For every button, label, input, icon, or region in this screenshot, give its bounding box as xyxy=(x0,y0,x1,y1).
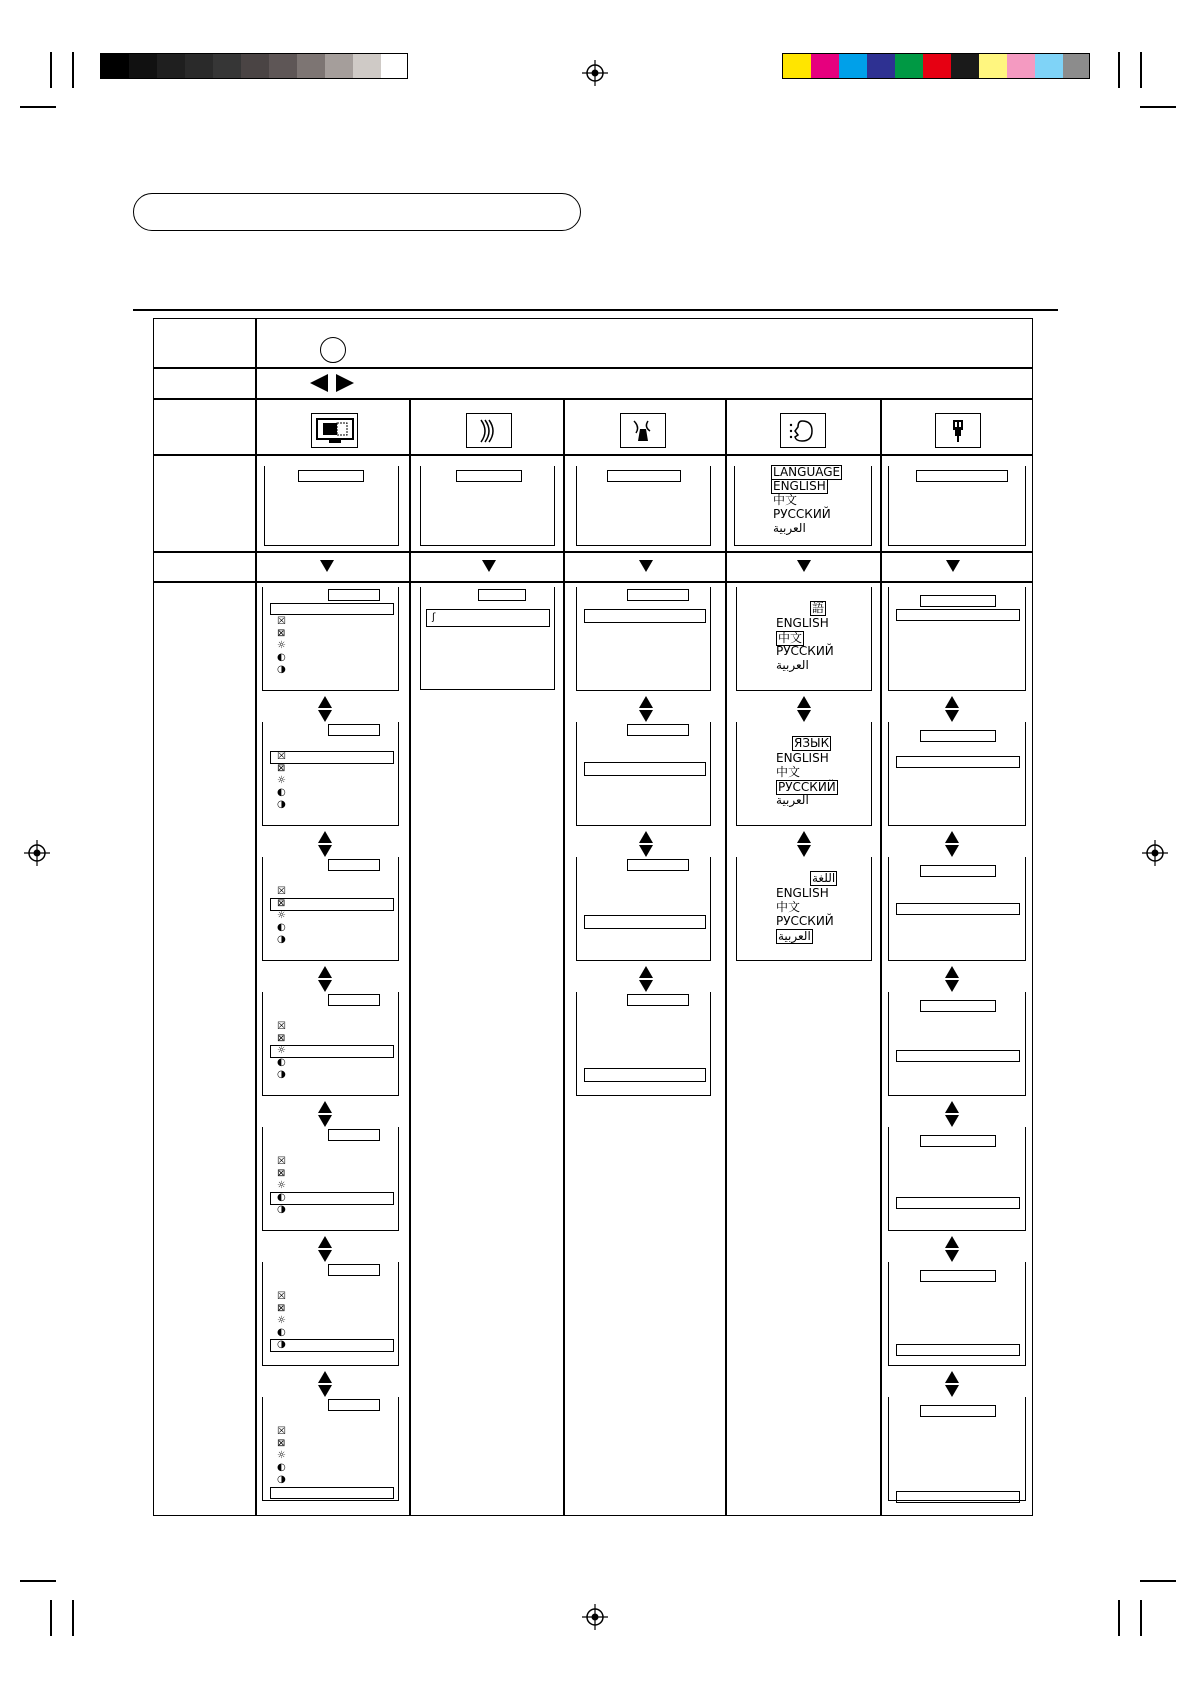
registration-target-right xyxy=(1142,840,1168,866)
up-arrow-icon xyxy=(318,966,332,978)
language-submenu-header: اللغة xyxy=(812,871,836,885)
power-submenu-title xyxy=(920,1135,996,1147)
language-option-russian[interactable]: РУССКИЙ xyxy=(773,507,831,521)
down-arrow-icon xyxy=(318,1250,332,1262)
power-submenu-title xyxy=(920,1405,996,1417)
calibration-swatch xyxy=(213,54,242,79)
language-option[interactable]: 中文 xyxy=(776,900,801,914)
down-arrow-icon xyxy=(797,710,811,722)
color-calibration-bar xyxy=(782,53,1090,79)
picture-item-icon: ⊠ xyxy=(277,1168,286,1179)
down-arrow-icon xyxy=(797,845,811,857)
up-arrow-icon xyxy=(639,831,653,843)
up-arrow-icon xyxy=(945,696,959,708)
down-arrow-icon xyxy=(945,1115,959,1127)
calibration-swatch xyxy=(895,54,924,79)
calibration-swatch xyxy=(185,54,214,79)
picture-submenu-item-selected[interactable] xyxy=(270,1192,394,1205)
picture-icon xyxy=(311,413,358,448)
language-option[interactable]: 中文 xyxy=(778,631,803,645)
picture-item-icon: ◐ xyxy=(277,652,286,663)
geometry-submenu-screen xyxy=(420,587,555,690)
geometry-menu-title xyxy=(456,470,522,482)
picture-item-icon: ☼ xyxy=(277,910,286,921)
advanced-icon xyxy=(620,413,666,448)
down-arrow-icon xyxy=(318,980,332,992)
calibration-swatch xyxy=(923,54,952,79)
picture-submenu-item-selected[interactable] xyxy=(270,751,394,764)
down-arrow-icon xyxy=(945,710,959,722)
calibration-swatch xyxy=(951,54,980,79)
picture-item-icon: ☒ xyxy=(277,1291,286,1302)
advanced-submenu-title xyxy=(627,859,689,871)
left-arrow-icon xyxy=(310,374,328,392)
down-arrow-icon xyxy=(945,1250,959,1262)
language-option[interactable]: РУССКИЙ xyxy=(778,780,836,794)
calibration-swatch xyxy=(1063,54,1090,79)
calibration-swatch xyxy=(297,54,326,79)
registration-target-top xyxy=(582,60,608,86)
advanced-menu-title xyxy=(607,470,681,482)
calibration-swatch xyxy=(353,54,382,79)
picture-item-icon: ◑ xyxy=(277,1069,286,1080)
right-arrow-icon xyxy=(336,374,354,392)
picture-item-icon: ☒ xyxy=(277,1021,286,1032)
picture-submenu-title xyxy=(328,589,380,601)
picture-item-icon: ◐ xyxy=(277,1327,286,1338)
picture-submenu-screen xyxy=(262,992,399,1096)
down-arrow-icon xyxy=(318,1385,332,1397)
power-submenu-item-selected[interactable] xyxy=(896,756,1020,768)
calibration-swatch xyxy=(783,54,812,79)
picture-item-icon: ☼ xyxy=(277,640,286,651)
calibration-swatch xyxy=(979,54,1008,79)
up-arrow-icon xyxy=(639,966,653,978)
down-arrow-icon xyxy=(318,710,332,722)
advanced-submenu-item-selected[interactable] xyxy=(584,915,706,929)
picture-submenu-item-selected[interactable] xyxy=(270,1045,394,1058)
picture-item-icon: ◑ xyxy=(277,1339,286,1350)
power-submenu-item-selected[interactable] xyxy=(896,1491,1020,1503)
advanced-submenu-title xyxy=(627,724,689,736)
picture-item-icon: ◑ xyxy=(277,799,286,810)
picture-submenu-item-selected[interactable] xyxy=(270,1487,394,1499)
power-submenu-item-selected[interactable] xyxy=(896,903,1020,915)
calibration-swatch xyxy=(269,54,298,79)
up-arrow-icon xyxy=(639,696,653,708)
picture-item-icon: ☒ xyxy=(277,616,286,627)
picture-item-icon: ◑ xyxy=(277,1204,286,1215)
calibration-swatch xyxy=(129,54,158,79)
language-option[interactable]: ENGLISH xyxy=(776,751,829,765)
picture-submenu-title xyxy=(328,1399,380,1411)
up-arrow-icon xyxy=(945,1371,959,1383)
picture-item-icon: ◐ xyxy=(277,1462,286,1473)
advanced-submenu-item-selected[interactable] xyxy=(584,609,706,623)
language-option-english[interactable]: ENGLISH xyxy=(773,479,826,493)
down-arrow-icon xyxy=(945,1385,959,1397)
language-submenu-screen xyxy=(736,857,872,961)
language-option[interactable]: РУССКИЙ xyxy=(776,914,834,928)
picture-submenu-item-selected[interactable] xyxy=(270,603,394,615)
header-rule xyxy=(133,309,1058,311)
picture-item-icon: ☼ xyxy=(277,1045,286,1056)
advanced-submenu-item-selected[interactable] xyxy=(584,762,706,776)
power-submenu-title xyxy=(920,1270,996,1282)
picture-item-icon: ◐ xyxy=(277,1057,286,1068)
advanced-submenu-screen xyxy=(576,857,711,961)
picture-item-icon: ⊠ xyxy=(277,1438,286,1449)
down-arrow-icon xyxy=(639,710,653,722)
picture-item-icon: ◑ xyxy=(277,1474,286,1485)
calibration-swatch xyxy=(811,54,840,79)
language-option[interactable]: ENGLISH xyxy=(776,616,829,630)
calibration-swatch xyxy=(157,54,186,79)
geometry-submenu-item-selected[interactable] xyxy=(426,609,550,627)
language-option[interactable]: العربية xyxy=(776,658,809,672)
up-arrow-icon xyxy=(318,831,332,843)
up-arrow-icon xyxy=(945,1236,959,1248)
power-submenu-item-selected[interactable] xyxy=(896,1050,1020,1062)
up-arrow-icon xyxy=(318,696,332,708)
calibration-swatch xyxy=(839,54,868,79)
power-submenu-title xyxy=(920,1000,996,1012)
language-icon xyxy=(780,413,826,448)
up-arrow-icon xyxy=(318,1371,332,1383)
down-arrow-icon xyxy=(639,980,653,992)
up-arrow-icon xyxy=(318,1236,332,1248)
picture-item-icon: ⊠ xyxy=(277,628,286,639)
menu-button-icon xyxy=(320,337,346,363)
language-option[interactable]: РУССКИЙ xyxy=(776,644,834,658)
calibration-swatch xyxy=(1035,54,1064,79)
down-arrow-icon xyxy=(945,845,959,857)
down-arrow-icon xyxy=(318,845,332,857)
picture-item-icon: ☼ xyxy=(277,775,286,786)
power-submenu-item-selected[interactable] xyxy=(896,609,1020,621)
picture-item-icon: ⊠ xyxy=(277,763,286,774)
language-submenu-header: ЯЗЫК xyxy=(794,736,830,750)
down-arrow-icon xyxy=(945,980,959,992)
calibration-swatch xyxy=(101,54,130,79)
picture-submenu-title xyxy=(328,859,380,871)
grayscale-calibration-bar xyxy=(100,53,408,79)
power-menu-title xyxy=(916,470,1008,482)
calibration-swatch xyxy=(381,54,408,79)
down-arrow-icon xyxy=(639,845,653,857)
picture-item-icon: ◑ xyxy=(277,934,286,945)
language-option[interactable]: العربية xyxy=(778,929,811,943)
calibration-swatch xyxy=(867,54,896,79)
up-arrow-icon xyxy=(318,1101,332,1113)
picture-item-icon: ☒ xyxy=(277,1426,286,1437)
picture-item-icon: ◐ xyxy=(277,1192,286,1203)
power-submenu-title xyxy=(920,865,996,877)
picture-item-icon: ☒ xyxy=(277,886,286,897)
picture-submenu-item-selected[interactable] xyxy=(270,1339,394,1352)
geometry-icon xyxy=(466,413,512,448)
picture-submenu-title xyxy=(328,724,380,736)
picture-item-icon: ◐ xyxy=(277,922,286,933)
picture-item-icon: ◐ xyxy=(277,787,286,798)
picture-item-icon: ☒ xyxy=(277,751,286,762)
section-title-frame xyxy=(133,193,581,231)
registration-target-left xyxy=(24,840,50,866)
picture-item-icon: ⊠ xyxy=(277,1303,286,1314)
up-arrow-icon xyxy=(797,831,811,843)
picture-menu-title xyxy=(298,470,364,482)
calibration-swatch xyxy=(1007,54,1036,79)
down-arrow-icon xyxy=(318,1115,332,1127)
language-option[interactable]: ENGLISH xyxy=(776,886,829,900)
picture-item-icon: ⊠ xyxy=(277,1033,286,1044)
picture-submenu-title xyxy=(328,994,380,1006)
picture-submenu-title xyxy=(328,1129,380,1141)
geometry-item-icon: ʃ xyxy=(432,612,436,623)
up-arrow-icon xyxy=(945,1101,959,1113)
language-option[interactable]: العربية xyxy=(776,793,809,807)
advanced-submenu-item-selected[interactable] xyxy=(584,1068,706,1082)
picture-submenu-screen xyxy=(262,1127,399,1231)
power-icon xyxy=(935,413,981,448)
up-arrow-icon xyxy=(945,831,959,843)
picture-item-icon: ⊠ xyxy=(277,898,286,909)
power-submenu-item-selected[interactable] xyxy=(896,1344,1020,1356)
up-arrow-icon xyxy=(945,966,959,978)
picture-item-icon: ☼ xyxy=(277,1450,286,1461)
picture-item-icon: ☼ xyxy=(277,1180,286,1191)
language-header: LANGUAGE xyxy=(773,465,841,479)
picture-item-icon: ◑ xyxy=(277,664,286,675)
advanced-submenu-title xyxy=(627,589,689,601)
picture-item-icon: ☼ xyxy=(277,1315,286,1326)
picture-submenu-title xyxy=(328,1264,380,1276)
advanced-submenu-screen xyxy=(576,587,711,691)
power-submenu-title xyxy=(920,730,996,742)
power-submenu-title xyxy=(920,595,996,607)
language-submenu-header: 語 xyxy=(812,601,825,615)
power-submenu-item-selected[interactable] xyxy=(896,1197,1020,1209)
picture-item-icon: ☒ xyxy=(277,1156,286,1167)
language-option[interactable]: 中文 xyxy=(776,765,801,779)
picture-submenu-item-selected[interactable] xyxy=(270,898,394,911)
picture-submenu-screen xyxy=(262,722,399,826)
up-arrow-icon xyxy=(797,696,811,708)
language-option-chinese[interactable]: 中文 xyxy=(773,493,798,507)
calibration-swatch xyxy=(241,54,270,79)
geometry-submenu-title xyxy=(478,589,526,601)
picture-submenu-screen xyxy=(262,1397,399,1501)
registration-target-bottom xyxy=(582,1604,608,1630)
calibration-swatch xyxy=(325,54,354,79)
advanced-submenu-title xyxy=(627,994,689,1006)
language-option-arabic[interactable]: العربية xyxy=(773,521,806,535)
